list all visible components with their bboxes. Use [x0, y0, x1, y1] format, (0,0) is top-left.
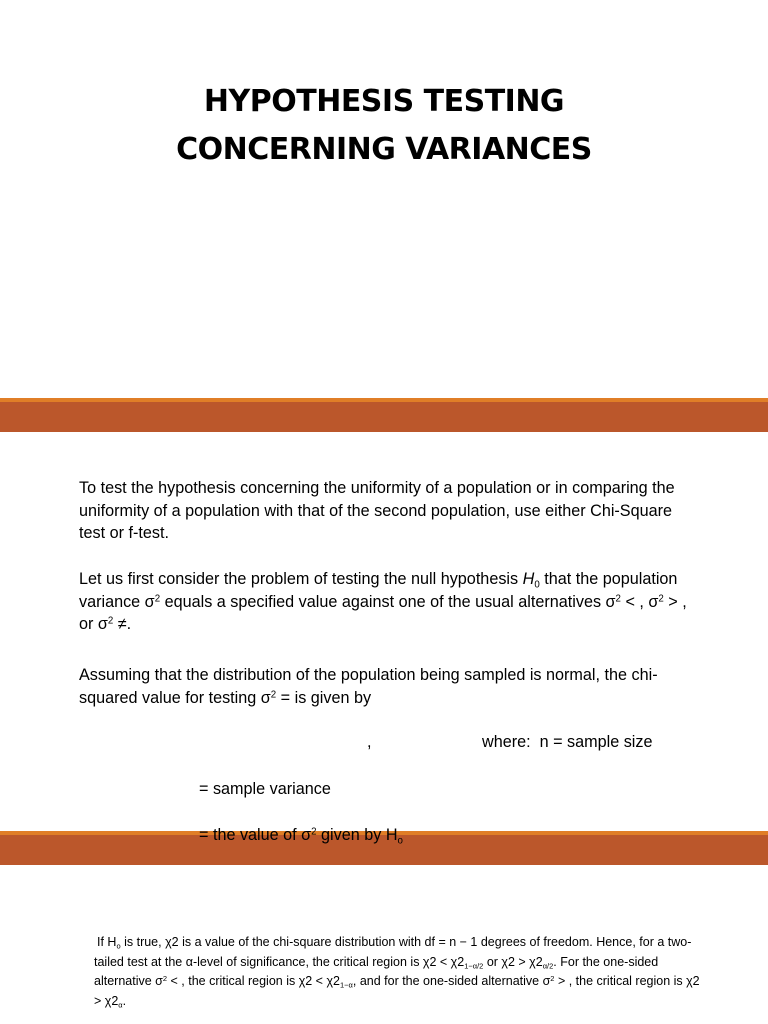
where-sample-size: where: n = sample size: [482, 733, 653, 751]
title-line-1: HYPOTHESIS TESTING: [203, 84, 565, 119]
sample-variance-definition: = sample variance: [199, 780, 331, 798]
null-hypothesis-paragraph: Let us first consider the problem of testing the null hypothesis $H_0$ that the population variance $\sigma^2$ equals a specified value against one of the usual alternatives $\sigma^2$ < , $\sigma^2$ > , or $\sigma^2$ ≠.: [79, 570, 687, 633]
h-symbol: H: [522, 570, 535, 588]
critical-region-note: If $H_o$ is true, χ2 is a value of the chi-square distribution with df = n − 1 degrees of freedom. Hence, for a two-tailed test at the α-level of significance, the critical region is $\chi 2 < \chi 2_{1-\alpha/2}$ or $\chi 2 > \chi 2_{\alpha/2}$. For the one-sided alternative $\sigma^2$ < , the critical region is $\chi 2 < \chi 2_{1-\alpha}$, and for the one-sided alternative $\sigma^2$ > , the critical region is $\chi 2 > \chi 2_\alpha$.: [94, 935, 700, 1010]
chi-squared-paragraph: Assuming that the distribution of the population being sampled is normal, the chi-squared value for testing $\sigma^2$ = is given by: [79, 666, 658, 707]
title-line-2: CONCERNING VARIANCES: [176, 132, 592, 167]
decorative-band-top: [0, 398, 768, 432]
intro-paragraph: To test the hypothesis concerning the uniformity of a population or in comparing the uniformity of a population with that of the second population, use either Chi-Square test or f-test.: [79, 479, 675, 542]
given-value-definition: = the value of $\sigma^2$ given by $H_o$: [199, 826, 403, 847]
formula-comma: ,: [367, 733, 372, 751]
page-title: [0, 78, 768, 174]
